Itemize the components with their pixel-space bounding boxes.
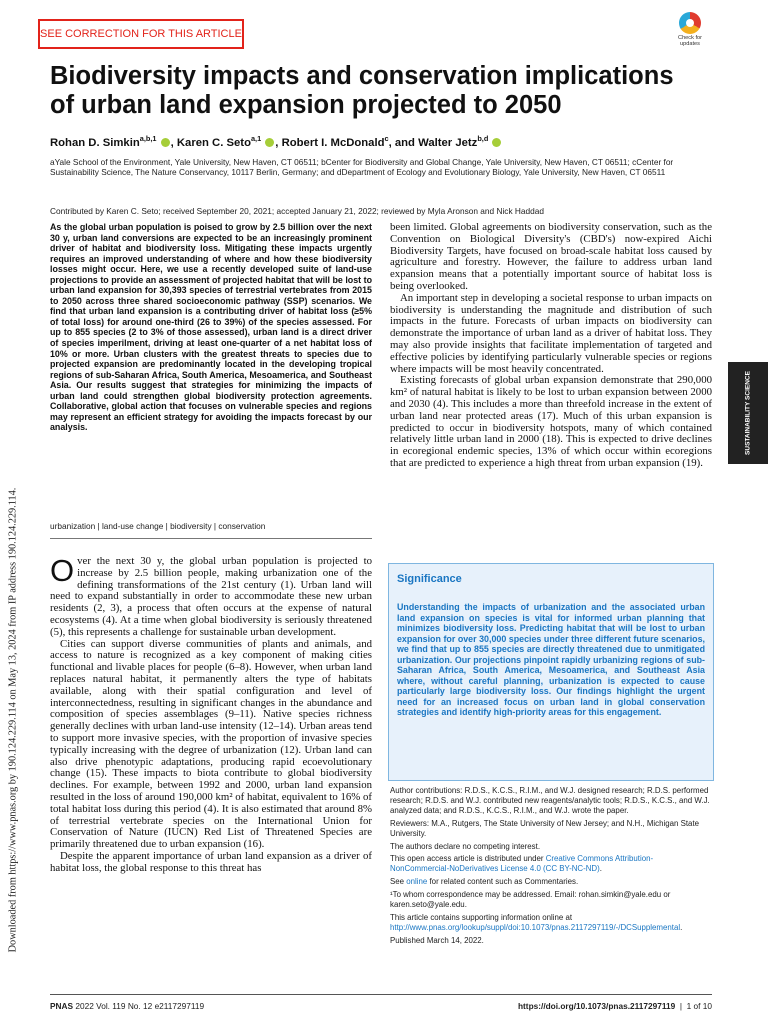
author-contributions: Author contributions: R.D.S., K.C.S., R.I.M., and W.J. designed research; R.D.S. performed research; R.D.S. and W.J. contributed new reagents/analytic tools; R.D.S., K.C.S., and W.J. analyzed data; and R.D.S., K.C.S., R.I.M., and W.J. wrote the paper. [390,786,710,815]
see-correction-link[interactable]: SEE CORRECTION FOR THIS ARTICLE [38,19,244,49]
license-link[interactable]: Creative Commons Attribution-NonCommercial-NoDerivatives License 4.0 (CC BY-NC-ND) [390,854,654,874]
article-title: Biodiversity impacts and conservation implications of urban land expansion projected to 2050 [50,62,674,119]
online-link[interactable]: online [406,877,428,887]
doi-link[interactable]: https://doi.org/10.1073/pnas.2117297119 [517,1001,676,1011]
journal-name: PNAS [50,1001,74,1011]
author-list: Rohan D. Simkin$^{a,b,1}$ , Karen C. Seto$^{a,1}$ , Robert I. McDonald$^c$, and Walter Jetz$^{b,d}$ [50,137,690,149]
introduction-column [50,553,373,875]
body-paragraph: An important step in developing a societal response to urban impacts on biodiversity is understanding the magnitude and distribution of such impacts in the future. Forecasts of urban impacts on biodiversity can demonstrate the importance of urban land as a driver of habitat loss. They may also provide insights that facilitate implementation of targeted and effective policies by identifying particularly vulnerable species or regions where impacts will be most heavily concentrated. [390,291,712,375]
online-text-end: for related content such as Commentaries. [427,877,579,887]
right-column-text [390,222,712,470]
supporting-info-note [390,913,712,933]
reviewers-note: Reviewers: M.A., Rutgers, The State University of New Jersey; and N.H., Michigan State University. [390,818,700,838]
author-affil-marks: a,b,1 [139,134,157,144]
significance-heading: Significance [397,573,462,585]
contribution-dates: Contributed by Karen C. Seto; received September 20, 2021; accepted January 21, 2022; reviewed by Myla Aronson and Nick Haddad [50,206,544,216]
author-name[interactable]: Robert I. McDonald [281,137,385,149]
download-note-text: Downloaded from https://www.pnas.org by 190.124.229.114 on May 13, 2024 from IP address 190.124.229.114. [7,487,19,953]
supporting-text-end: . [680,922,683,932]
keyword-divider [50,538,372,539]
affiliations: aYale School of the Environment, Yale University, New Haven, CT 06511; bCenter for Biodiversity and Global Change, Yale University, New Haven, CT 06511; cCenter for Sustainability Science, The Nature Conservancy, 10117 Berlin, Germany; and dDepartment of Ecology and Evolutionary Biology, Yale University, New Haven, CT 06511 [50,157,674,178]
body-paragraph: Existing forecasts of global urban expansion demonstrate that 290,000 km² of natural habitat is likely to be lost to urban expansion between 2000 and 2030 (4). This includes a more than threefold increase in the extent of urban land near protected areas (17). Much of this urban expansion is predicted to occur in biodiversity hotspots, many of which contained relatively little urban land in 2000 (18). This is expected to drive declines in ecoregional endemic species, 13% of which occur within ecoregions that are predicted to experience a high threat from urban expansion (19). [390,374,712,469]
supporting-info-link[interactable]: http://www.pnas.org/lookup/suppl/doi:10.1073/pnas.2117297119/-/DCSupplemental [390,922,681,932]
author-affil-marks: a,1 [250,134,262,144]
footer-citation [50,1001,204,1011]
section-tab [728,362,768,464]
published-date: Published March 14, 2022. [390,935,484,945]
orcid-icon[interactable] [161,138,170,147]
download-note [6,470,20,970]
license-note [390,854,712,874]
author-name[interactable]: Rohan D. Simkin [50,137,140,149]
license-text-end: . [599,864,602,874]
section-tab-label: SUSTAINABILITY SCIENCE [744,371,752,455]
drop-cap: O [50,553,75,588]
online-note [390,877,712,887]
author-affil-marks: c [384,134,389,144]
orcid-icon[interactable] [492,138,501,147]
competing-interest: The authors declare no competing interest. [390,841,541,851]
significance-text: Understanding the impacts of urbanization and the associated urban land expansion on species is vital for informed urban planning that minimizes biodiversity loss. Predicting habitat that will be lost to urban expansion for over 30,000 species under three different future scenarios, we find that up to 855 species are directly threatened due to unmitigated urbanization. Our projections pinpoint rapidly urbanizing regions of sub-Saharan Africa, South America, Mesoamerica, and Southeast Asia where, without careful planning, urbanization is expected to cause particularly large biodiversity loss. Our findings highlight the urgent need for an increased focus on urban land in global conservation strategies and identify high-priority areas for this engagement. [397,602,705,718]
crossmark-check-for-updates[interactable] [672,12,708,47]
citation-text: 2022 Vol. 119 No. 12 e2117297119 [75,1001,205,1011]
body-paragraph: been limited. Global agreements on biodiversity conservation, such as the Convention on Biological Diversity's (CBD's) now-expired Aichi Biodiversity Targets, have focused on broad-scale habitat loss caused by agriculture and forestry. However, the failure to address urban land expansion means that a potentially important source of habitat loss is being overlooked. [390,221,712,292]
supporting-text: This article contains supporting information online at [390,912,573,922]
author-name[interactable]: Walter Jetz [418,137,478,149]
intro-paragraph-text: ver the next 30 y, the global urban population is projected to increase by 2.5 billion people, making urbanization one of the defining transformations of the 21st century (1). Urban land will need to expand substantially in order to accommodate these new urban residents (2, 3), a process that often occurs at the expense of natural ecosystems (4). At a time when global biodiversity is seriously threatened (5), this represents a challenge for sustainable urban development. [50,555,372,638]
intro-paragraph: Cities can support diverse communities of plants and animals, and access to nature is recognized as a key component of making cities functional and livable places for people (6–8). However, when urban land replaces natural habitat, it permanently alters the type of habitats available, along with their spatial configuration and level of interconnectedness, resulting in significant changes in the abundance and composition of species assemblages (9–11). Native species richness generally declines with urban land-use intensity (12–14). Urban areas tend to support more invasive species, with the proportion of invasive species typically increasing with the degree of urbanization (12). Urban land can also drive phenotypic adaptations, producing rapid ecoevolutionary change (15). These impacts to biota contribute to global biodiversity declines. For example, between 1992 and 2000, urban land expansion resulted in the loss of around 190,000 km² of habitat, equivalent to 16% of total habitat loss during this period (4). It is also estimated that around 8% of terrestrial vertebrate species on the International Union for Conservation of Nature (IUCN) Red List of Threatened Species are primarily threatened due to urban expansion (16). [50,637,373,851]
license-text: This open access article is distributed under [390,854,546,864]
crossmark-icon [679,12,701,34]
orcid-icon[interactable] [265,138,274,147]
abstract: As the global urban population is poised to grow by 2.5 billion over the next 30 y, urban land conversions are expected to be an increasingly prominent driver of habitat and biodiversity loss. Mitigating these impacts urgently requires an improved understanding of where and how these biodiversity losses might occur. Here, we use a recently developed suite of land-use projections to provide an assessment of projected habitat that will be lost to urban land expansion for 30,393 species of terrestrial vertebrates from 2015 to 2050 across three shared socioeconomic pathway (SSP) scenarios. We find that urban land expansion is a contributing driver of habitat loss (≥5% of total loss) for around one-third (26 to 39%) of the species assessed. For up to 855 species (2 to 3% of those assessed), urban land is a direct driver of species imperilment, driving at least one-quarter of a net habitat loss of 10% or more. Urban clusters with the greatest threats to species due to projected expansion are predominantly located in the developing tropical regions of sub-Saharan Africa, South America, Mesoamerica, and Southeast Asia. Our results suggest that strategies for minimizing the impacts of urban land could strengthen global biodiversity protection agreements. Collaborative, global action that focuses on vulnerable species and regions may represent an efficient strategy for avoiding the impacts forecast by our analysis. [50,222,372,433]
article-notes [390,786,712,949]
intro-paragraph: Despite the apparent importance of urban land expansion as a driver of habitat loss, the global response to this threat has [50,849,372,874]
correspondence-note: ¹To whom correspondence may be addressed. Email: rohan.simkin@yale.edu or karen.seto@yale.edu. [390,890,671,910]
footer-doi-page: https://doi.org/10.1073/pnas.2117297119 | 1 of 10 [517,1001,712,1011]
author-name[interactable]: Karen C. Seto [176,137,251,149]
keywords: urbanization | land-use change | biodiversity | conservation [50,521,266,531]
online-text: See [390,877,407,887]
author-affil-marks: b,d [477,134,489,144]
footer-divider [50,994,712,995]
crossmark-label: Check for updates [678,35,702,47]
page-number: 1 of 10 [686,1001,712,1011]
intro-paragraph [50,553,372,639]
